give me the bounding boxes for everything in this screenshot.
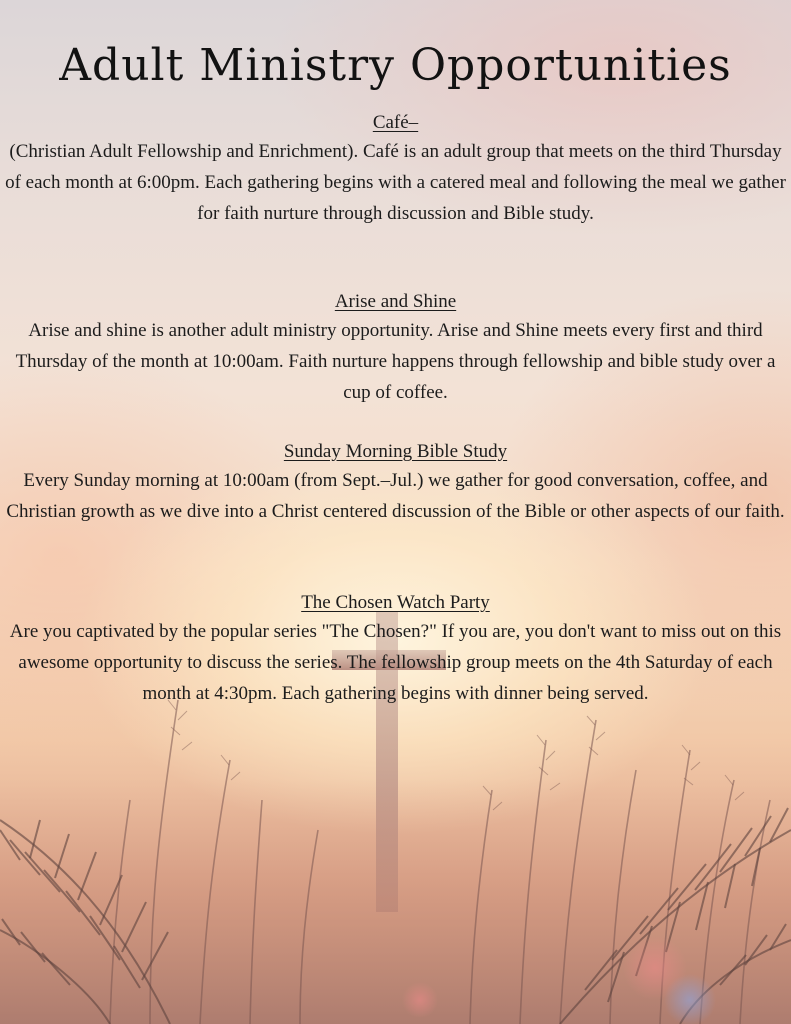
section-body: (Christian Adult Fellowship and Enrichment). Café is an adult group that meets on the third Thursday of each month at 6:00pm. Each gathering begins with a catered meal and following the meal we gather for faith nurture through discussion and Bible study. bbox=[5, 141, 786, 224]
lens-flare bbox=[664, 974, 716, 1024]
section-chosen-watch-party bbox=[0, 590, 791, 709]
section-cafe bbox=[0, 110, 791, 229]
section-body: Arise and shine is another adult ministry opportunity. Arise and Shine meets every first and third Thursday of the month at 10:00am. Faith nurture happens through fellowship and bible study over a cup of coffee. bbox=[15, 320, 776, 403]
section-sunday-bible-study bbox=[0, 439, 791, 527]
section-body: Every Sunday morning at 10:00am (from Sept.–Jul.) we gather for good conversation, coffee, and Christian growth as we dive into a Christ centered discussion of the Bible or other aspects of our faith. bbox=[6, 470, 785, 522]
section-heading: Arise and Shine bbox=[334, 291, 457, 312]
lens-flare bbox=[402, 982, 438, 1018]
page-title: Adult Ministry Opportunities bbox=[59, 40, 732, 91]
section-arise-and-shine bbox=[0, 289, 791, 408]
section-body: Are you captivated by the popular series "The Chosen?" If you are, you don't want to miss out on this awesome opportunity to discuss the series. The fellowship group meets on the 4th Saturday of each month at 4:30pm. Each gathering begins with dinner being served. bbox=[9, 621, 782, 704]
section-heading: The Chosen Watch Party bbox=[301, 592, 490, 613]
section-heading: Café– bbox=[372, 112, 419, 133]
section-heading: Sunday Morning Bible Study bbox=[283, 441, 508, 462]
